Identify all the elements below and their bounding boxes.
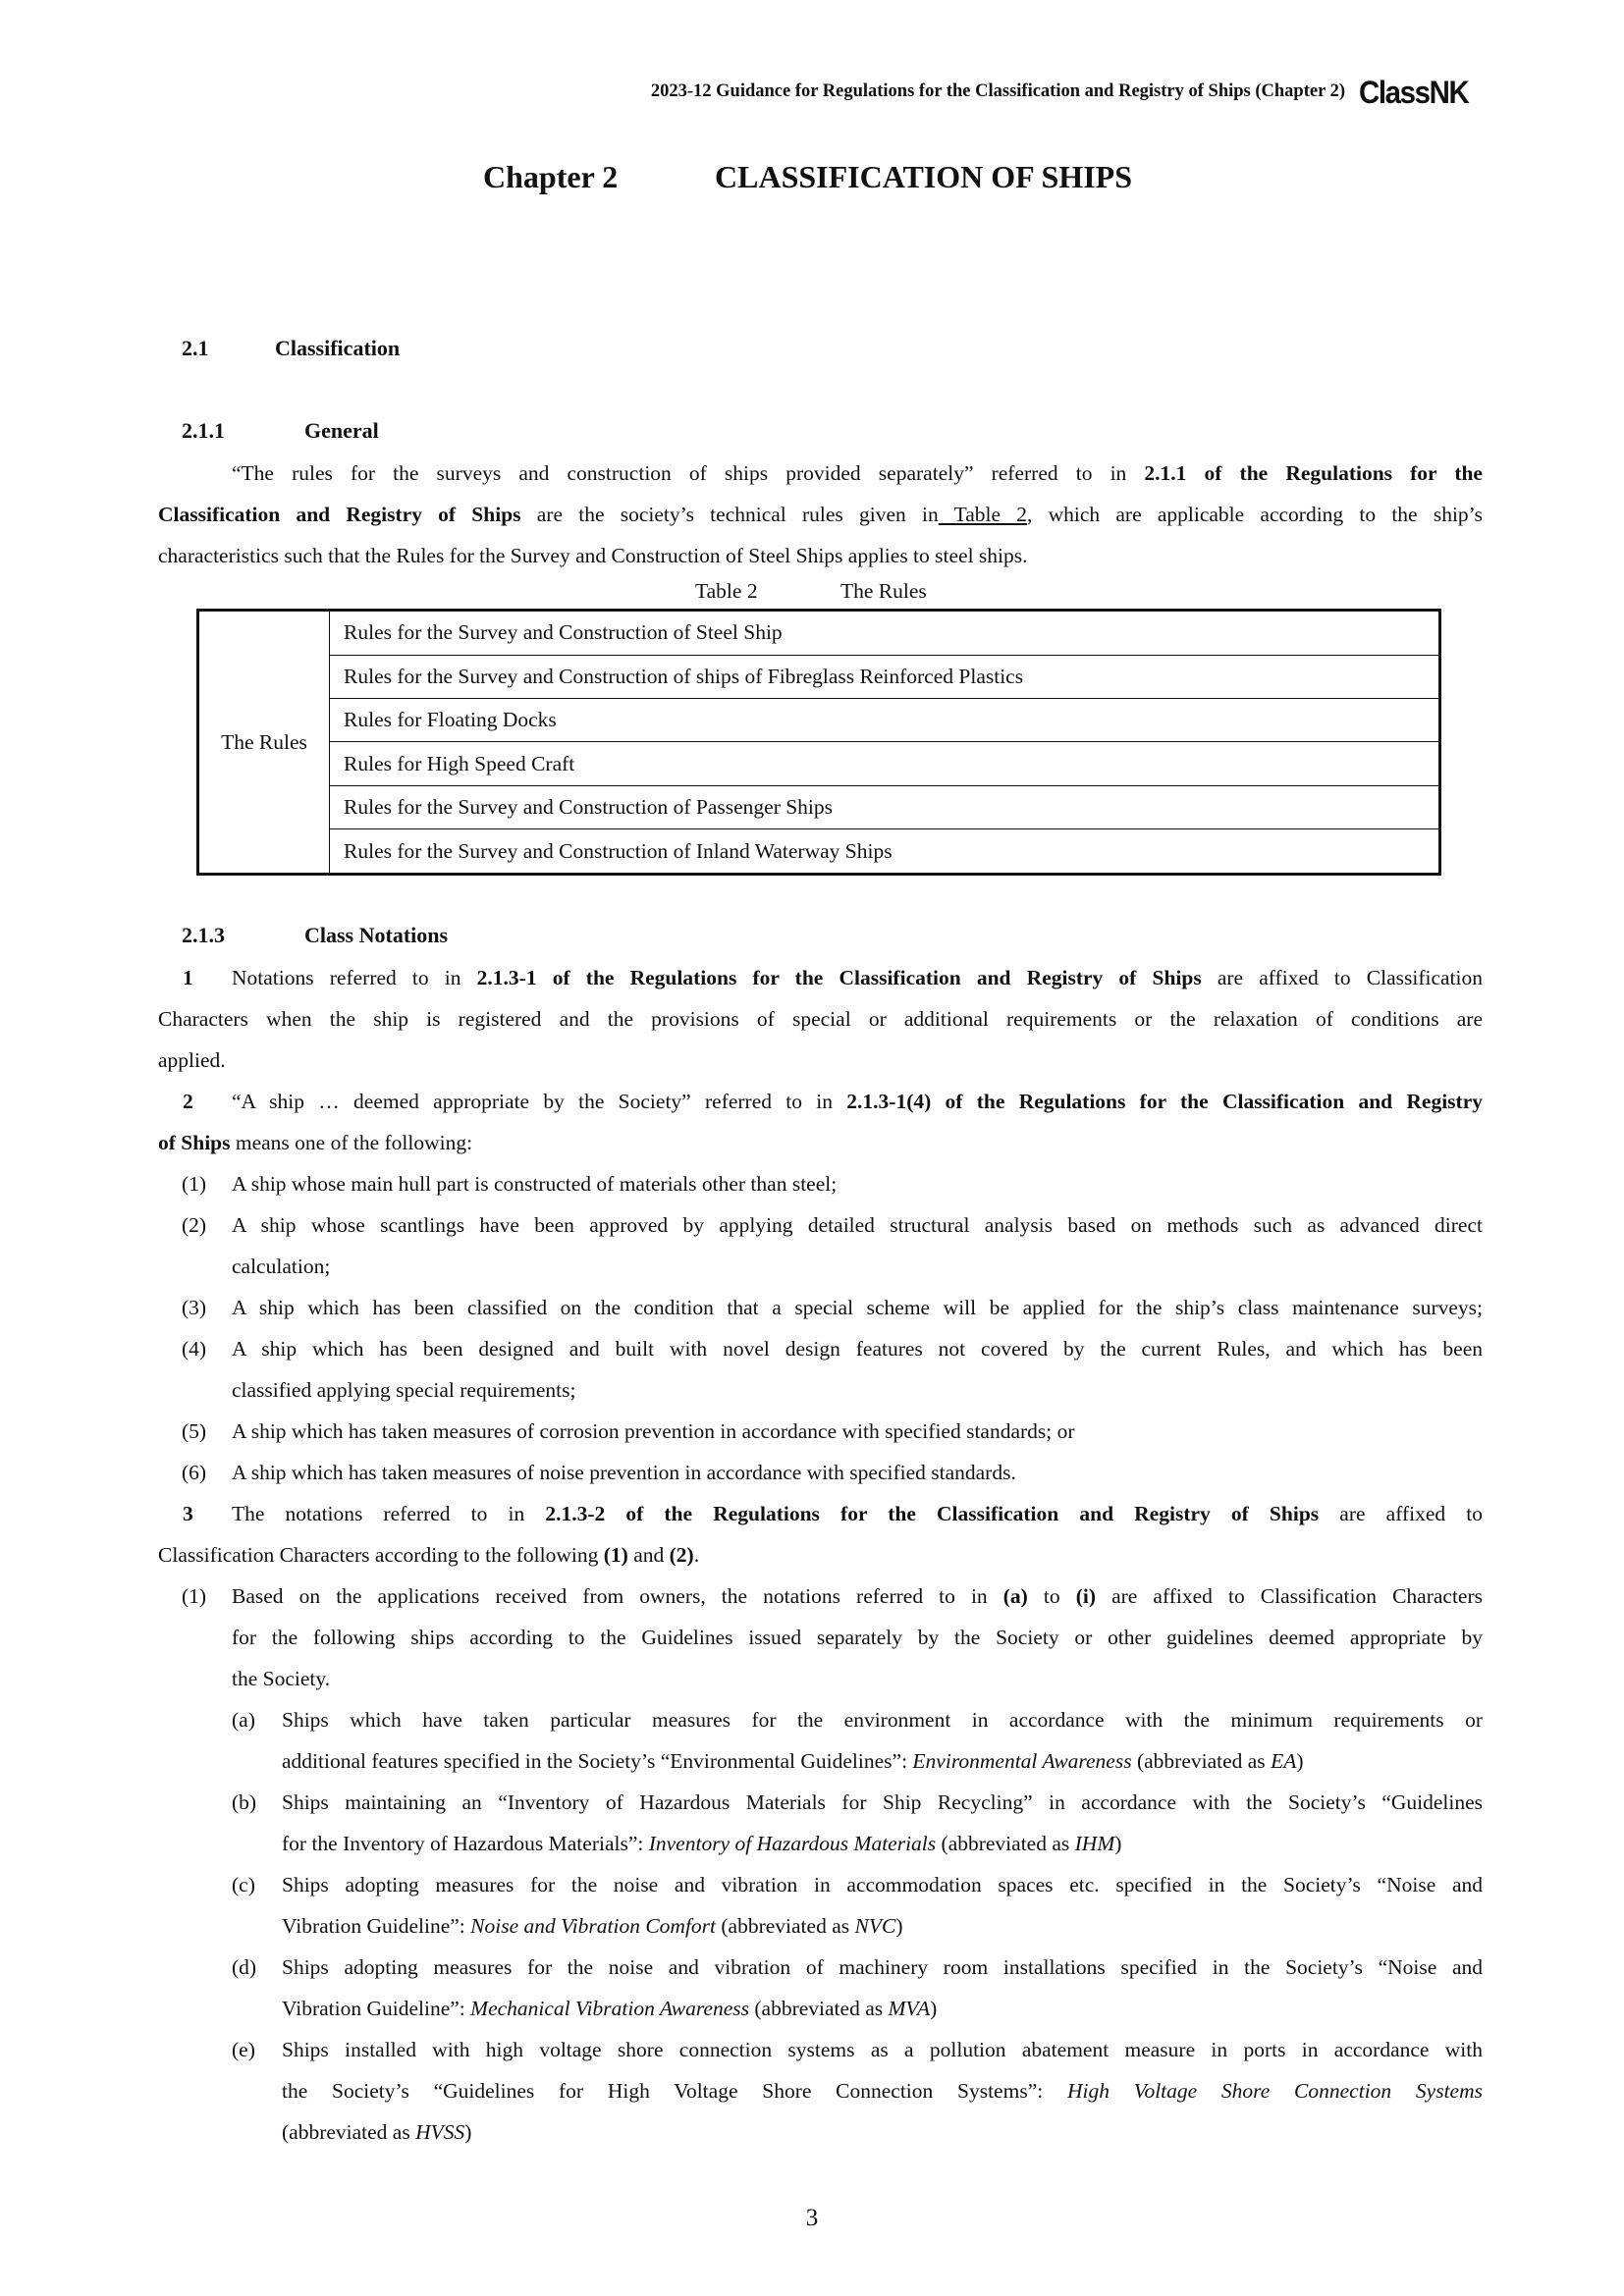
list-item-label: (4) (182, 1337, 207, 1361)
sub-item-label: (c) (232, 1873, 255, 1896)
sub-item: Ships adopting measures for the noise and vibration in accommodation spaces etc. specified in the Society’s “Noise and (282, 1873, 1483, 1896)
table-row-label: The Rules (198, 611, 330, 875)
sub-item-label: (e) (232, 2038, 255, 2061)
para-1-line-1: Notations referred to in 2.1.3-1 of the Regulations for the Classification and Registry of Ships are affixed to Classification (232, 966, 1483, 989)
rules-table (196, 609, 1441, 876)
section-2-1-1-title: General (304, 418, 379, 443)
section-2-1-number: 2.1 (182, 336, 209, 360)
sub-item-label: (a) (232, 1708, 255, 1732)
sub-item-continued: Vibration Guideline”: Mechanical Vibration Awareness (abbreviated as MVA) (282, 1997, 938, 2020)
table-2-reference: Table 2 (938, 503, 1027, 526)
list-item-label: (5) (182, 1419, 207, 1443)
list-item: A ship which has been classified on the condition that a special scheme will be applied for the ship’s class maintenance surveys; (232, 1296, 1483, 1319)
sub-item: Ships maintaining an “Inventory of Hazardous Materials for Ship Recycling” in accordance with the Society’s “Guidelines (282, 1790, 1483, 1814)
sub-item-continued: Vibration Guideline”: Noise and Vibration Comfort (abbreviated as NVC) (282, 1914, 903, 1938)
page-number: 3 (805, 2205, 819, 2231)
para-2-line-1: “A ship … deemed appropriate by the Society” referred to in 2.1.3-1(4) of the Regulations for the Classification and Registry (232, 1090, 1483, 1113)
running-header: 2023-12 Guidance for Regulations for the Classification and Registry of Ships (Chapter 2) (650, 81, 1345, 101)
chapter-number: Chapter 2 (483, 159, 619, 194)
section-2-1-1-number: 2.1.1 (182, 418, 225, 443)
para-2-line-2: of Ships means one of the following: (158, 1131, 473, 1154)
classnk-logo: ClassNK (1359, 75, 1469, 110)
sub-item: Ships installed with high voltage shore connection systems as a pollution abatement measure in ports in accordance with (282, 2038, 1483, 2061)
list-item: A ship which has taken measures of noise prevention in accordance with specified standards. (232, 1461, 1016, 1484)
para-1-line-2: Characters when the ship is registered and the provisions of special or additional requirements or the relaxation of conditions are (158, 1007, 1483, 1031)
list-item: A ship which has been designed and built with novel design features not covered by the current Rules, and which has been (232, 1337, 1483, 1361)
table-caption-title: The Rules (840, 579, 927, 603)
sub-item-label: (d) (232, 1955, 257, 1979)
list-item-continued: for the following ships according to the Guidelines issued separately by the Society or other guidelines deemed appropriate by (232, 1626, 1483, 1649)
table-row: Rules for the Survey and Construction of ships of Fibreglass Reinforced Plastics (330, 655, 1440, 698)
list-item-label: (1) (182, 1584, 207, 1608)
list-item: Based on the applications received from owners, the notations referred to in (a) to (i) are affixed to Classification Characters (232, 1584, 1484, 1608)
list-item: A ship which has taken measures of corrosion prevention in accordance with specified standards; or (232, 1419, 1075, 1443)
para-3-line-1: The notations referred to in 2.1.3-2 of the Regulations for the Classification and Registry of Ships are affixed to (232, 1502, 1483, 1525)
table-row: Rules for Floating Docks (330, 699, 1440, 742)
table-row: Rules for the Survey and Construction of Inland Waterway Ships (330, 829, 1440, 875)
list-item-label: (6) (182, 1461, 207, 1484)
general-para-line-2: Classification and Registry of Ships are the society’s technical rules given in Table 2, which are applicable according to the ship’s (158, 503, 1484, 526)
sub-item: Ships adopting measures for the noise and vibration of machinery room installations specified in the Society’s “Noise and (282, 1955, 1483, 1979)
section-2-1-3-title: Class Notations (304, 923, 449, 947)
chapter-title: CLASSIFICATION OF SHIPS (715, 159, 1132, 194)
sub-item-continued: (abbreviated as HVSS) (282, 2120, 472, 2144)
general-para-line-3: characteristics such that the Rules for the Survey and Construction of Steel Ships applies to steel ships. (158, 544, 1028, 567)
general-para-line-1: “The rules for the surveys and construction of ships provided separately” referred to in 2.1.1 of the Regulations for the (232, 461, 1483, 485)
table-row: Rules for High Speed Craft (330, 742, 1440, 785)
para-1-number: 1 (183, 966, 193, 989)
table-row: Rules for the Survey and Construction of Steel Ship (330, 611, 1440, 656)
list-item-label: (1) (182, 1172, 207, 1196)
sub-item-continued: additional features specified in the Society’s “Environmental Guidelines”: Environmental Awareness (abbreviated as EA) (282, 1749, 1304, 1773)
list-item-continued: calculation; (232, 1255, 331, 1278)
list-item-continued: classified applying special requirements; (232, 1378, 576, 1402)
list-item: A ship whose scantlings have been approved by applying detailed structural analysis based on methods such as advanced direct (232, 1213, 1483, 1237)
sub-item: Ships which have taken particular measures for the environment in accordance with the minimum requirements or (282, 1708, 1483, 1732)
table-row: Rules for the Survey and Construction of Passenger Ships (330, 785, 1440, 828)
sub-item-label: (b) (232, 1790, 257, 1814)
para-3-number: 3 (183, 1502, 193, 1525)
sub-item-continued: for the Inventory of Hazardous Materials”: Inventory of Hazardous Materials (abbreviated as IHM) (282, 1832, 1122, 1855)
sub-item-continued: the Society’s “Guidelines for High Voltage Shore Connection Systems”: High Voltage Shore Connection Systems (282, 2079, 1483, 2103)
list-item: A ship whose main hull part is constructed of materials other than steel; (232, 1172, 838, 1196)
list-item-continued: the Society. (232, 1667, 331, 1690)
list-item-label: (3) (182, 1296, 207, 1319)
section-2-1-title: Classification (275, 336, 401, 360)
list-item-label: (2) (182, 1213, 207, 1237)
para-3-line-2: Classification Characters according to the following (1) and (2). (158, 1543, 700, 1567)
section-2-1-3-number: 2.1.3 (182, 923, 225, 947)
para-1-line-3: applied. (158, 1048, 226, 1072)
para-2-number: 2 (183, 1090, 193, 1113)
table-caption-number: Table 2 (695, 579, 758, 603)
